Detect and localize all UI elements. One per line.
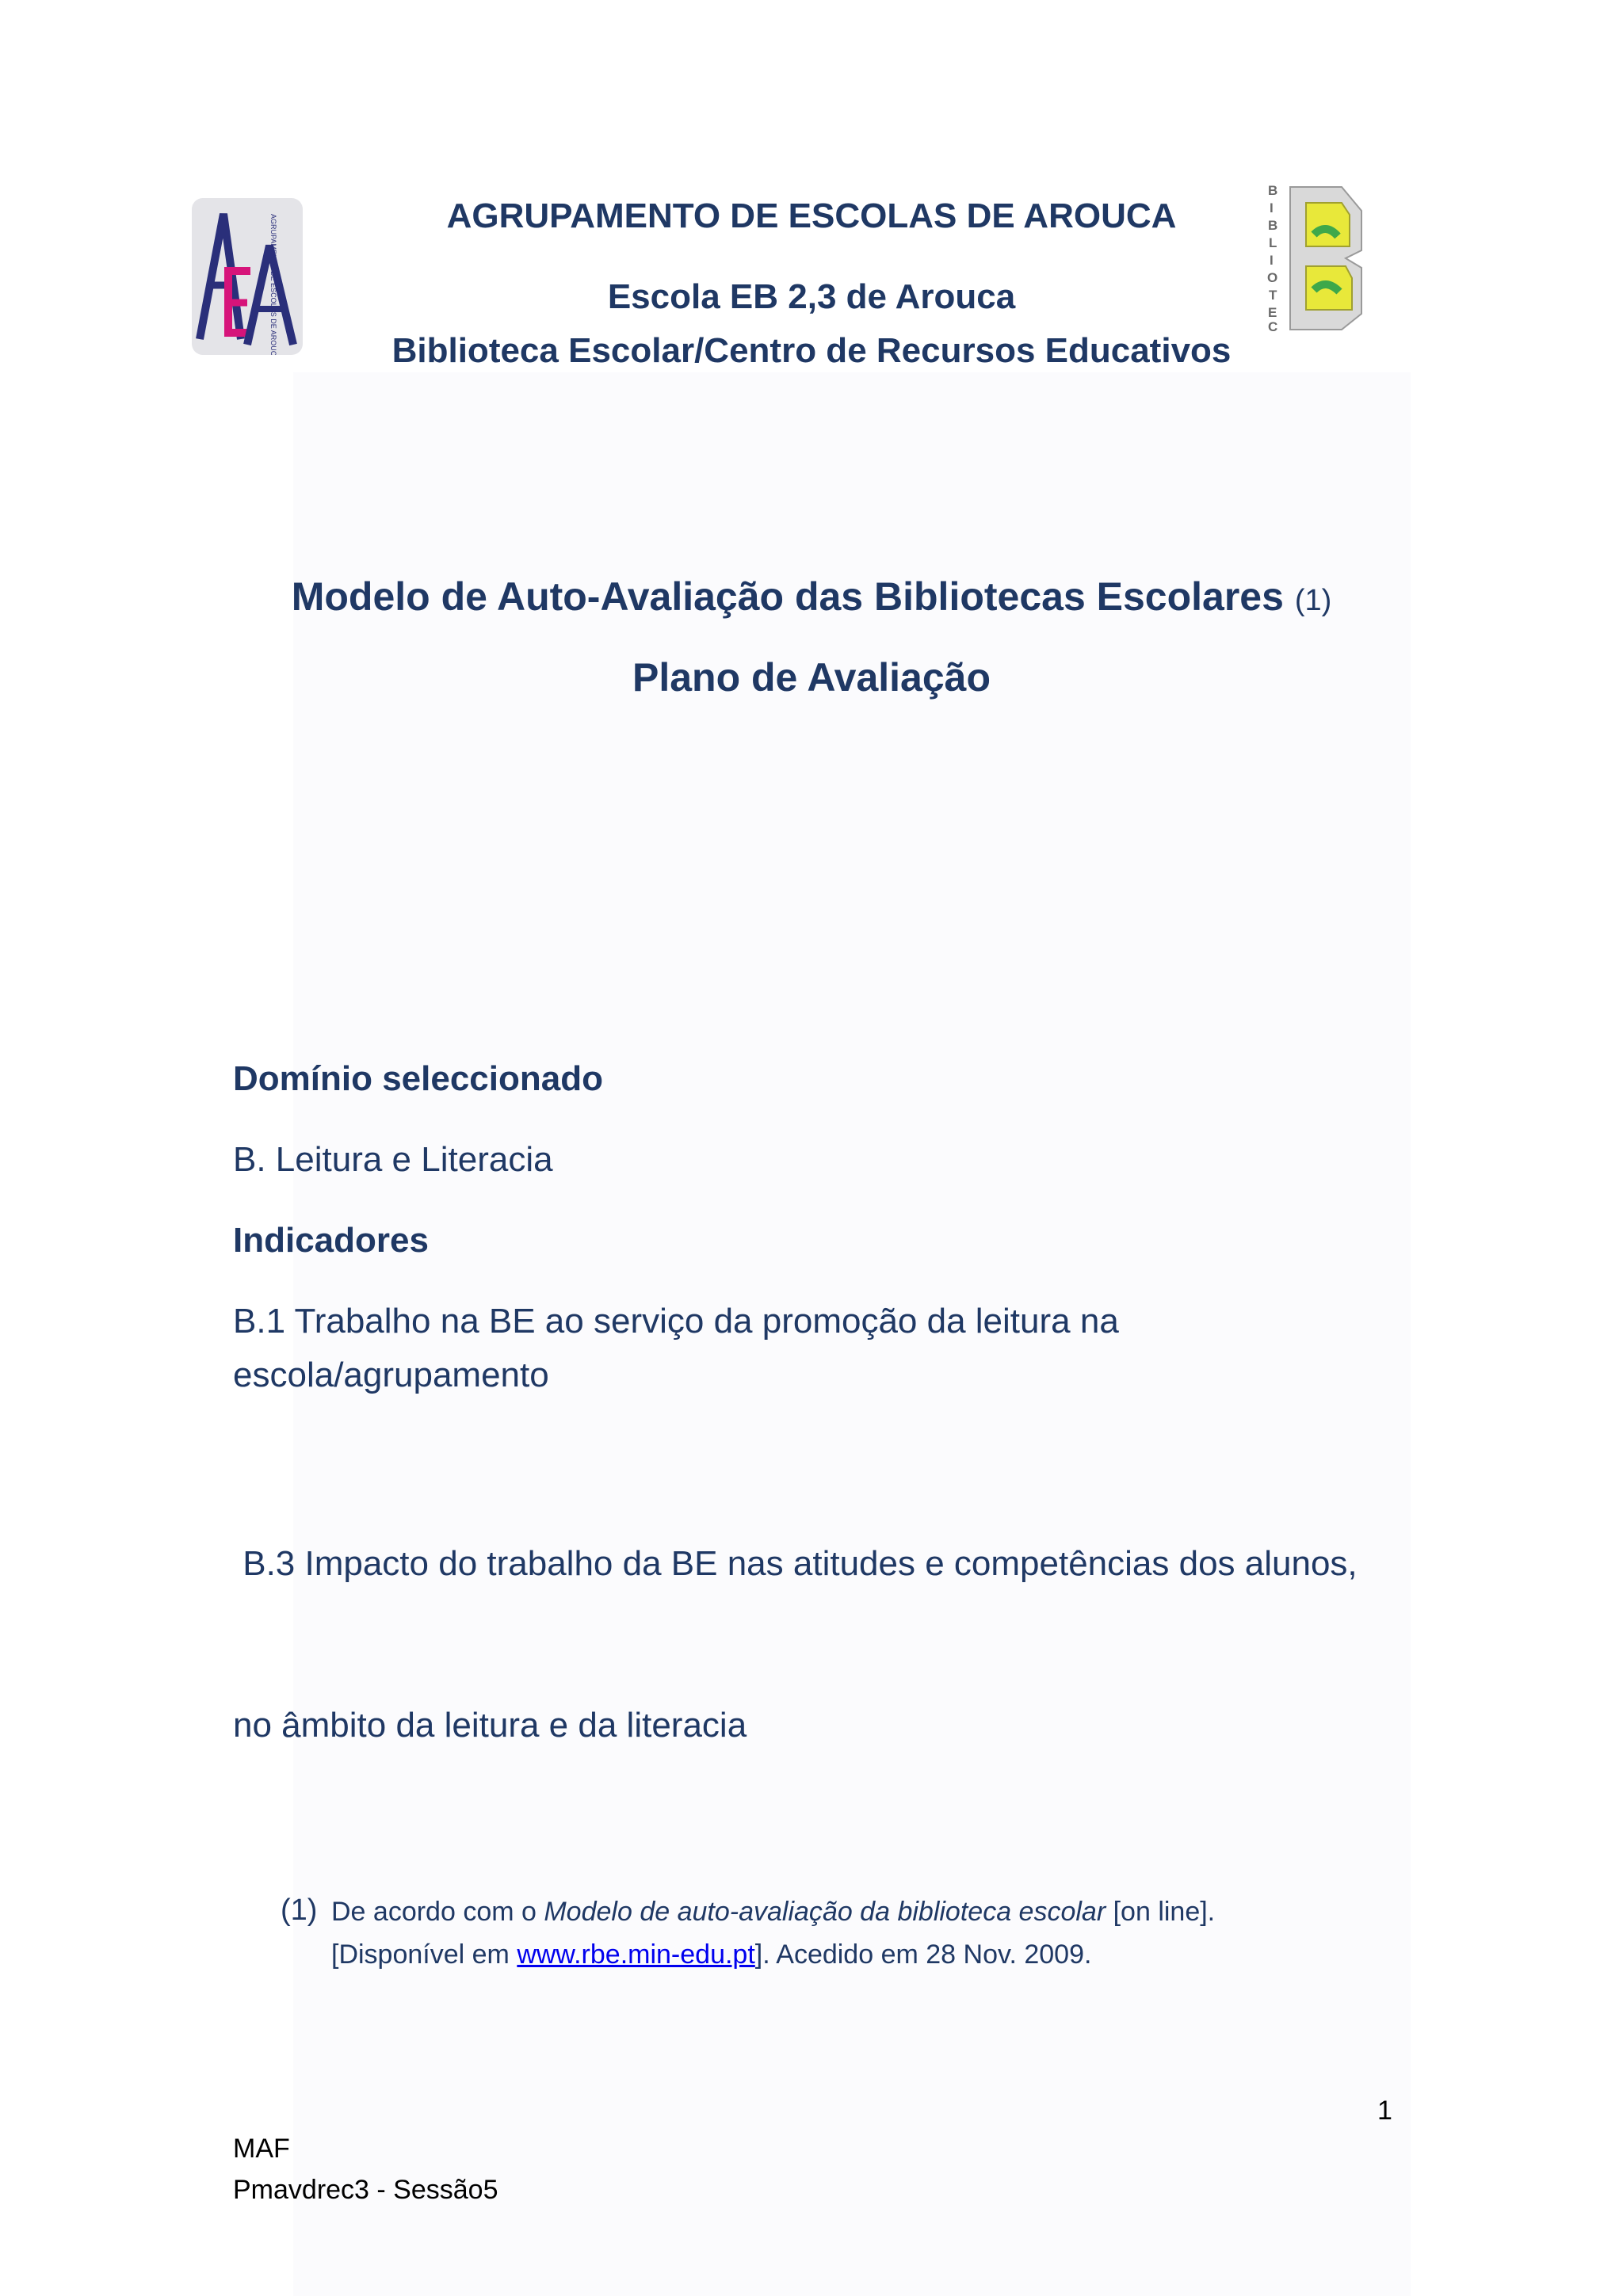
svg-text:B: B [1268,218,1278,233]
svg-text:C: C [1268,319,1278,334]
library-name: Biblioteca Escolar/Centro de Recursos Educativos [391,331,1232,370]
svg-text:B: B [1268,183,1278,198]
footer-session: Pmavdrec3 - Sessão5 [233,2175,498,2205]
indicator-b1 [233,1295,1119,1402]
footnote-italic-title: Modelo de auto-avaliação da biblioteca escolar [544,1897,1106,1927]
document-subtitle: Plano de Avaliação [632,655,991,700]
logo-caption: AGRUPAMENTO DE ESCOLAS DE AROUCA [269,214,277,355]
svg-text:I: I [1270,200,1274,215]
svg-text:O: O [1267,270,1278,285]
indicator-b1-line2: escola/agrupamento [233,1356,549,1394]
group-name: AGRUPAMENTO DE ESCOLAS DE AROUCA [446,196,1177,235]
indicators-heading: Indicadores [233,1221,429,1260]
svg-text:T: T [1269,288,1277,303]
indicator-b1-line1: B.1 Trabalho na BE ao serviço da promoção da leitura na [233,1302,1119,1341]
footnote-line2-a: [Disponível em [331,1939,517,1970]
page-number: 1 [1377,2096,1392,2126]
indicator-b3 [233,1429,1358,1806]
svg-text:E: E [1268,305,1277,320]
footer-author: MAF [233,2134,290,2164]
footnote-text-a: De acordo com o [331,1897,544,1927]
indicator-b3-line2: no âmbito da leitura e da literacia [233,1706,747,1745]
document-title-text: Modelo de Auto-Avaliação das Bibliotecas Escolares [291,574,1284,619]
domain-heading: Domínio seleccionado [233,1059,603,1098]
footnote-line1 [331,1890,1215,1933]
svg-text:L: L [1269,235,1277,250]
footnote-line2-b: ]. Acedido em 28 Nov. 2009. [754,1939,1092,1970]
footnote-marker: (1) [281,1894,318,1927]
indicator-b3-line1: B.3 Impacto do trabalho da BE nas atitudes e competências dos alunos, [233,1544,1358,1583]
svg-text:I: I [1270,253,1274,268]
footnote-reference: (1) [1294,584,1332,617]
document-title [0,574,1623,620]
footnote [331,1890,1215,1976]
rbe-link[interactable]: www.rbe.min-edu.pt [517,1939,755,1970]
school-name: Escola EB 2,3 de Arouca [607,277,1016,316]
footnote-line2 [331,1933,1215,1976]
footnote-text-b: [on line]. [1106,1897,1216,1927]
domain-value: B. Leitura e Literacia [233,1140,553,1179]
